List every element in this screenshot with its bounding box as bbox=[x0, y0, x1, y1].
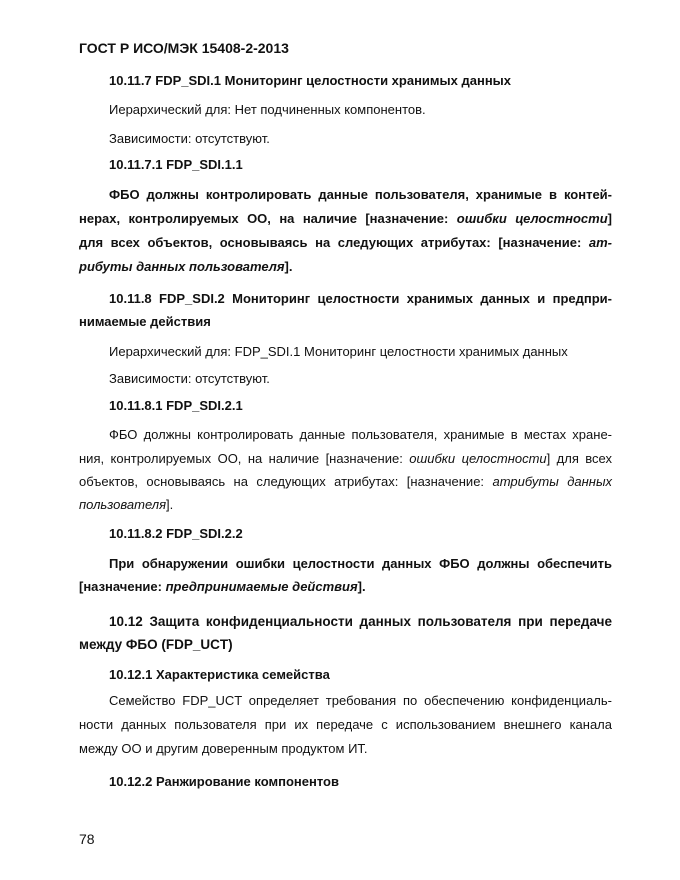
sdi1-requirement-line1: ФБО должны контролировать данные пользователя, хранимые в контей- bbox=[109, 187, 612, 202]
section-heading-sdi1: 10.11.7 FDP_SDI.1 Мониторинг целостности хранимых данных bbox=[109, 73, 512, 88]
uct-description-line1: Семейство FDP_UCT определяет требования по обеспечению конфиденциаль- bbox=[109, 693, 612, 708]
uct-description-line3: между ОО и другим доверенным продуктом ИТ. bbox=[79, 741, 368, 756]
subsection-heading-sdi1-1: 10.11.7.1 FDP_SDI.1.1 bbox=[109, 157, 243, 172]
sdi2-requirement-line3: объектов, основываясь на следующих атрибутах: [назначение: атрибуты данных bbox=[79, 474, 613, 489]
sdi2-dependencies: Зависимости: отсутствуют. bbox=[109, 371, 270, 386]
section-heading-uct-line1: 10.12 Защита конфиденциальности данных пользователя при передаче bbox=[109, 614, 612, 629]
uct-description-line2: ности данных пользователя при их передаче с использованием внешнего канала bbox=[79, 717, 612, 732]
subsection-heading-uct-2: 10.12.2 Ранжирование компонентов bbox=[109, 774, 339, 789]
sdi1-hierarchical: Иерархический для: Нет подчиненных компонентов. bbox=[109, 102, 426, 117]
subsection-heading-sdi2-2: 10.11.8.2 FDP_SDI.2.2 bbox=[109, 526, 243, 541]
section-heading-uct-line2: между ФБО (FDP_UCT) bbox=[79, 637, 233, 652]
subsection-heading-uct-1: 10.12.1 Характеристика семейства bbox=[109, 667, 330, 682]
sdi1-requirement-line3: для всех объектов, основываясь на следующих атрибутах: [назначение: ат- bbox=[79, 235, 612, 250]
page-number: 78 bbox=[79, 831, 95, 847]
sdi1-dependencies: Зависимости: отсутствуют. bbox=[109, 131, 270, 146]
sdi2-requirement-line4: пользователя]. bbox=[79, 497, 174, 512]
sdi2-action-line1: При обнаружении ошибки целостности данных ФБО должны обеспечить bbox=[109, 556, 612, 571]
section-heading-sdi2-line1: 10.11.8 FDP_SDI.2 Мониторинг целостности хранимых данных и предпри- bbox=[109, 291, 612, 306]
section-heading-sdi2-line2: нимаемые действия bbox=[79, 314, 211, 329]
sdi1-requirement-line2: нерах, контролируемых ОО, на наличие [назначение: ошибки целостности] bbox=[79, 211, 612, 226]
sdi2-requirement-line1: ФБО должны контролировать данные пользователя, хранимые в местах хране- bbox=[109, 427, 612, 442]
sdi2-action-line2: [назначение: предпринимаемые действия]. bbox=[79, 579, 366, 594]
subsection-heading-sdi2-1: 10.11.8.1 FDP_SDI.2.1 bbox=[109, 398, 243, 413]
document-header: ГОСТ Р ИСО/МЭК 15408-2-2013 bbox=[79, 40, 289, 56]
sdi1-requirement-line4: рибуты данных пользователя]. bbox=[79, 259, 293, 274]
sdi2-hierarchical: Иерархический для: FDP_SDI.1 Мониторинг целостности хранимых данных bbox=[109, 344, 568, 359]
sdi2-requirement-line2: ния, контролируемых ОО, на наличие [назначение: ошибки целостности] для всех bbox=[79, 451, 612, 466]
